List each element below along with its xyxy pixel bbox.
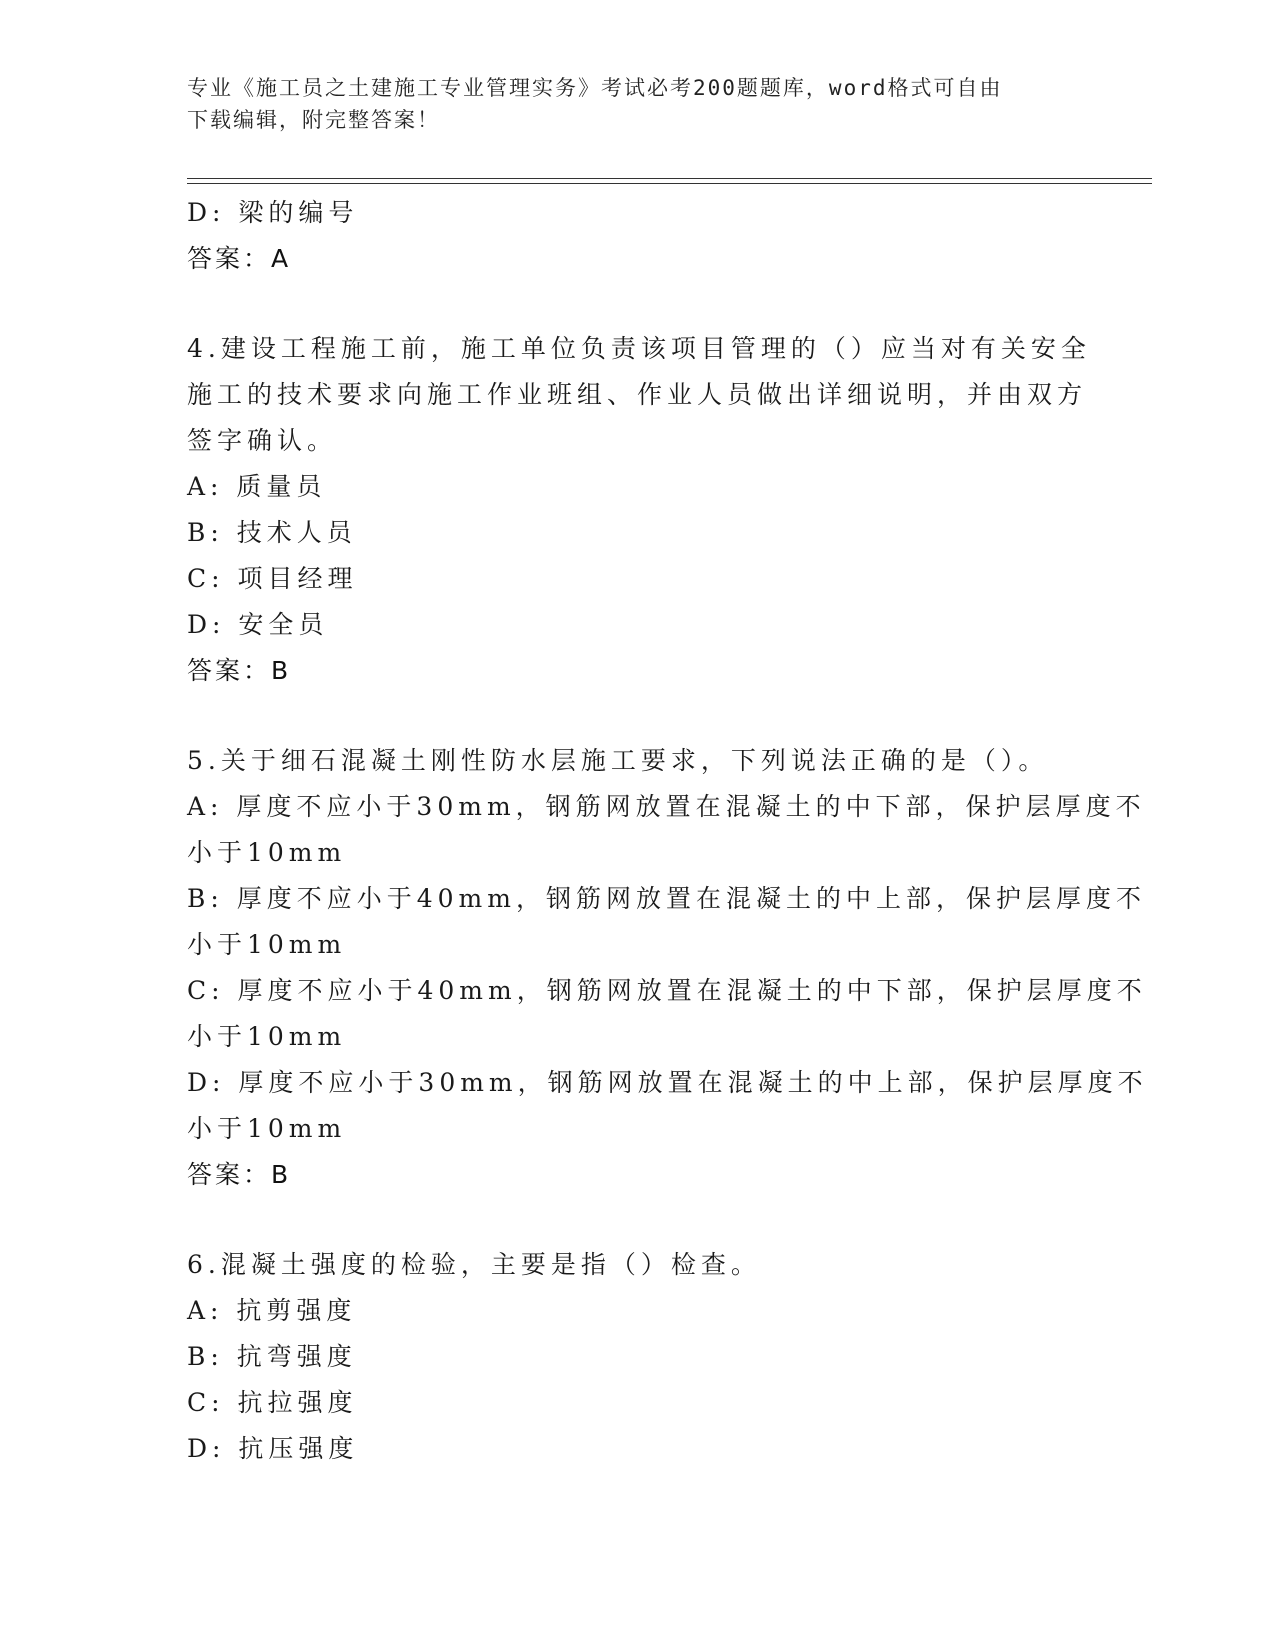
answer-line: 答案：B <box>187 1160 292 1189</box>
header-divider-top <box>187 178 1152 179</box>
question-line: A: 质量员 <box>187 472 327 501</box>
question-block <box>187 1242 1087 1472</box>
answer-line: 答案：A <box>187 244 292 273</box>
block-spacer <box>187 282 1087 326</box>
header-divider-bottom <box>187 183 1152 184</box>
block-spacer <box>187 694 1087 738</box>
question-line: D: 安全员 <box>187 610 329 639</box>
page-header <box>187 72 1087 136</box>
question-line: 小于10mm <box>187 1022 347 1051</box>
question-line: A: 抗剪强度 <box>187 1296 357 1325</box>
answer-line: 答案：B <box>187 656 292 685</box>
question-line: C: 项目经理 <box>187 564 358 593</box>
question-line: 小于10mm <box>187 838 347 867</box>
question-line: 5.关于细石混凝土刚性防水层施工要求，下列说法正确的是（）。 <box>187 746 1049 775</box>
question-block <box>187 190 1087 282</box>
question-line: B: 厚度不应小于40mm，钢筋网放置在混凝土的中上部，保护层厚度不 <box>187 884 1146 913</box>
question-line: 6.混凝土强度的检验，主要是指（）检查。 <box>187 1250 761 1279</box>
question-block <box>187 326 1091 694</box>
question-line: B: 技术人员 <box>187 518 357 547</box>
question-line: D: 抗压强度 <box>187 1434 359 1463</box>
question-line: 小于10mm <box>187 1114 347 1143</box>
header-line-1: 专业《施工员之土建施工专业管理实务》考试必考200题题库，word格式可自由 <box>187 76 1003 100</box>
question-line: D: 厚度不应小于30mm，钢筋网放置在混凝土的中上部，保护层厚度不 <box>187 1068 1148 1097</box>
question-block <box>187 738 1148 1198</box>
question-line: 4.建设工程施工前，施工单位负责该项目管理的（）应当对有关安全 <box>187 334 1091 363</box>
question-line: 施工的技术要求向施工作业班组、作业人员做出详细说明，并由双方 <box>187 380 1088 409</box>
block-spacer <box>187 1198 1087 1242</box>
question-line: D: 梁的编号 <box>187 198 359 227</box>
question-line: 签字确认。 <box>187 426 338 455</box>
question-list <box>187 190 1148 1472</box>
question-line: B: 抗弯强度 <box>187 1342 357 1371</box>
question-line: A: 厚度不应小于30mm，钢筋网放置在混凝土的中下部，保护层厚度不 <box>187 792 1146 821</box>
question-line: 小于10mm <box>187 930 347 959</box>
question-line: C: 厚度不应小于40mm，钢筋网放置在混凝土的中下部，保护层厚度不 <box>187 976 1147 1005</box>
question-line: C: 抗拉强度 <box>187 1388 358 1417</box>
header-line-2: 下载编辑，附完整答案！ <box>187 108 440 132</box>
